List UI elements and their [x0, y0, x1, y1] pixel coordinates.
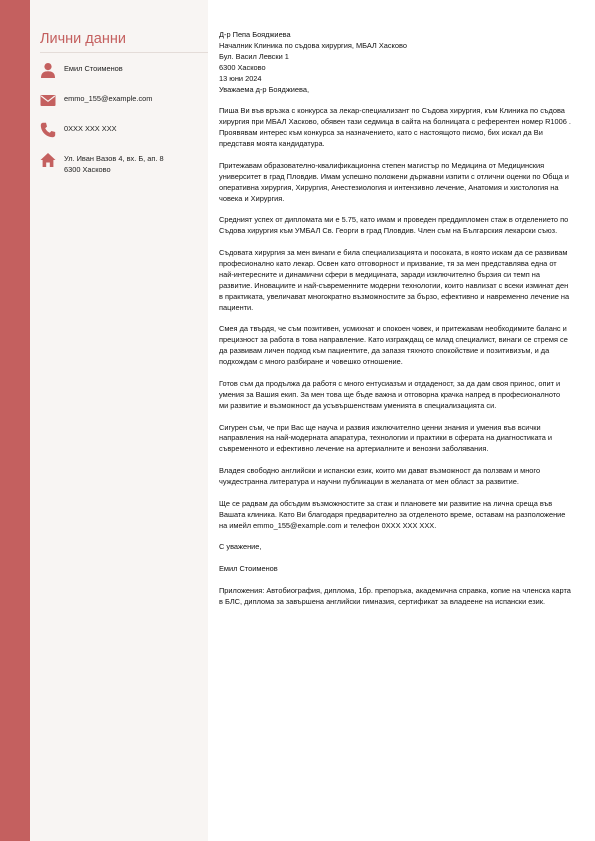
- paragraph-2: Притежавам образователно-квалификационна степен магистър по Медицина от Медицинския университет в град Пловдив. Имам успешно положени държавни изпити с отлични оценки по Обща и оперативна хирургия, Хирургия, Анестезиология и интензивно лечение, Анатомия и хистология на човека и Хирургия.: [219, 160, 569, 203]
- signature: Емил Стоименов: [219, 564, 278, 574]
- contact-name: [40, 62, 208, 86]
- attachments: Приложения: Автобиография, диплома, 1бр. препоръка, академична справка, копие на членска карта в БЛС, диплома за завършена английски гимназия, сертификат за владеене на испански език.: [219, 586, 571, 606]
- paragraph-9: Ще се радвам да обсъдим възможностите за стаж и плановете ми развитие на лична среща във Вашата клиника. Като Ви благодаря предварително за отделеното време, оставам на разположение на имейл emmo_155@example.com и телефон 0XXX XXX XXX.: [219, 498, 566, 530]
- recipient-street: Бул. Васил Левски 1: [219, 51, 289, 61]
- paragraph-7: Сигурен съм, че при Вас ще науча и развия изключително ценни знания и умения във всички направления на най-модерната апаратура, технологии и практики в сферата на диагностиката и съвременното и ефективно лечение на артериалните и венозни заболявания.: [219, 422, 552, 454]
- user-icon: [40, 62, 56, 78]
- contact-name-text: Емил Стоименов: [64, 64, 123, 73]
- contact-address: [40, 152, 208, 176]
- contact-address-text: [64, 154, 208, 175]
- paragraph-3: Средният успех от дипломата ми е 5.75, като имам и проведен преддипломен стаж в отделението по Съдова хирургия към УМБАЛ Св. Георги в град Пловдив. Член съм на Българския лекарски съюз.: [219, 215, 569, 236]
- address-line-1: Ул. Иван Вазов 4, вх. Б, ап. 8: [64, 154, 164, 163]
- letter-body: [219, 30, 571, 608]
- salutation: Уважаема д-р Бояджиева,: [219, 84, 310, 94]
- contact-phone-text: 0XXX XXX XXX: [64, 124, 117, 133]
- recipient-name: Д-р Пепа Бояджиева: [219, 30, 291, 39]
- paragraph-4: Съдовата хирургия за мен винаги е била специализацията и посоката, в която искам да се развивам професионално като лекар. Освен като отговорност и призвание, тя за мен представлява една от най-интересните и динамични сфери в медицината, заради изключително бързия си темп на развитие. Иновациите и най-съвременните модерни технологии, които навлизат с всеки изминат ден в практиката, увеличават многократно възможностите за бързо, ефективно и навременно лечение на пациенти.: [219, 248, 570, 312]
- address-line-2: 6300 Хасково: [64, 164, 111, 174]
- sidebar-title: Лични данни: [40, 31, 126, 47]
- paragraph-8: Владея свободно английски и испански език, които ми дават възможност да ползвам и много чуждестранна литература и научни публикации в желаната от мен област за развитие.: [219, 466, 541, 487]
- recipient-title: Началник Клиника по съдова хирургия, МБАЛ Хасково: [219, 40, 407, 50]
- home-icon: [40, 152, 56, 168]
- sidebar-divider: [40, 52, 208, 53]
- phone-icon: [40, 122, 56, 138]
- contact-email-text: emmo_155@example.com: [64, 94, 153, 103]
- paragraph-6: Готов съм да продължа да работя с много ентусиазъм и отдаденост, за да дам своя принос, опит и умения за Вашия екип. За мен това ще бъде важна и отговорна крачка напред в професионалното ми развитие и възможност да усъвършенствам уменията в специализацията си.: [219, 378, 561, 410]
- sidebar: [30, 0, 208, 841]
- closing: С уважение,: [219, 542, 262, 552]
- envelope-icon: [40, 92, 56, 108]
- accent-stripe: [0, 0, 30, 841]
- paragraph-5: Смея да твърдя, че съм позитивен, усмихнат и спокоен човек, и притежавам необходимите баланс и прецизност за работа в това направление. Като изграждащ се млад специалист, винаги се стремя се да развивам личен подход към пациентите, да запазя тяхното спокойствие и позитивизъм, и да подхождам с много разбиране и човешко отношение.: [219, 324, 568, 367]
- recipient-city: 6300 Хасково: [219, 62, 266, 72]
- letter-date: 13 юни 2024: [219, 73, 262, 83]
- contact-email: [40, 92, 208, 116]
- paragraph-1: Пиша Ви във връзка с конкурса за лекар-специализант по Съдова хирургия, към Клиника по съдова хирургия при МБАЛ Хасково, обявен тази седмица в сайта на болницата с референтен номер R1006 . Проявявам интерес към конкурса за назначението, като с настоящото писмо, бих искал да Ви представя моята кандидатура.: [219, 106, 571, 149]
- contact-phone: [40, 122, 208, 146]
